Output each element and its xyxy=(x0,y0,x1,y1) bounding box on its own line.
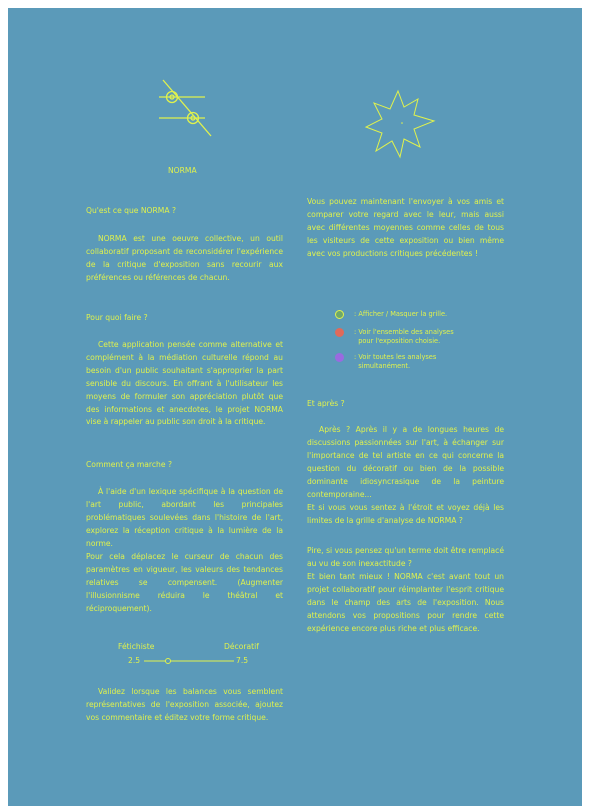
slider-right-label: Décoratif xyxy=(224,642,259,651)
slider-left-value: 2.5 xyxy=(128,656,141,665)
norma-logo-icon xyxy=(155,78,215,138)
paragraph-how-slider: Pour cela déplacez le curseur de chacun des paramètres en vigueur, les valeurs des tendances relatives se compensent. (Augmenter l'illusionnisme réduira le théâtral et réciproquement). xyxy=(86,552,283,613)
paragraph-what-is: NORMA est une oeuvre collective, un outil collaboratif proposant de reconsidérer l'expérience de la critique d'exposition sans recourir aux préférences ou références de chacun. xyxy=(86,234,283,282)
paragraph-how: À l'aide d'un lexique spécifique à la question de l'art public, abordant les principales problématiques soulevées dans l'histoire de l'art, explorez la réception critique à la lumière de la norme. xyxy=(86,487,283,548)
heading-after: Et après ? xyxy=(307,399,345,408)
paragraph-share: Vous pouvez maintenant l'envoyer à vos amis et comparer votre regard avec le leur, mais aussi avec différentes moyennes comme celles de tous les visiteurs de cette exposition ou bien même avec vos productions critiques précédentes ! xyxy=(307,197,504,258)
balance-slider[interactable] xyxy=(142,655,236,667)
paragraph-collab: Et bien tant mieux ! NORMA c'est avant tout un projet collaboratif pour réimplanter l'esprit critique dans le champ des arts de l'exposition. Nous attendons vos propositions pour rendre cette expérience encore plus riche et plus efficace. xyxy=(307,572,504,633)
legend-all-analyses-label: : Voir l'ensemble des analyses pour l'exposition choisie. xyxy=(354,328,454,345)
brand-name: NORMA xyxy=(168,166,197,175)
paragraph-why: Cette application pensée comme alternative et complément à la médiation culturelle répond au besoin d'un public souhaitant s'approprier la part sensible du discours. En offrant à l'utilisateur les moyens de formuler son appréciation plutôt que des informations et anecdotes, le projet NORMA vise à rappeler au public son droit à la critique. xyxy=(86,340,283,427)
slider-handle xyxy=(166,659,171,664)
heading-what-is: Qu'est ce que NORMA ? xyxy=(86,206,177,215)
paragraph-limits: Et si vous vous sentez à l'étroit et voyez déjà les limites de la grille d'analyse de NORMA ? xyxy=(307,503,504,525)
purple-dot-icon[interactable] xyxy=(335,353,344,362)
paragraph-validate: Validez lorsque les balances vous semblent représentatives de l'exposition associée, ajoutez vos commentaire et éditez votre forme critique. xyxy=(86,687,283,722)
star-shape-icon xyxy=(360,85,440,165)
red-dot-icon[interactable] xyxy=(335,328,344,337)
paragraph-worse: Pire, si vous pensez qu'un terme doit être remplacé au vu de son inexactitude ? xyxy=(307,546,504,568)
paragraph-after: Après ? Après il y a de longues heures de discussions passionnées sur l'art, à échanger sur l'importance de tel artiste en ce qui concerne la question du décoratif ou bien de la possible dominante idiosyncrasique de la peinture contemporaine... xyxy=(307,425,504,499)
legend-grid-label: : Afficher / Masquer la grille. xyxy=(354,310,448,318)
slider-left-label: Fétichiste xyxy=(118,642,155,651)
legend-simultaneous-label: : Voir toutes les analyses simultanément. xyxy=(354,353,437,370)
heading-how: Comment ça marche ? xyxy=(86,460,172,469)
slider-right-value: 7.5 xyxy=(236,656,249,665)
grid-icon[interactable] xyxy=(335,310,344,319)
heading-why: Pour quoi faire ? xyxy=(86,313,148,322)
